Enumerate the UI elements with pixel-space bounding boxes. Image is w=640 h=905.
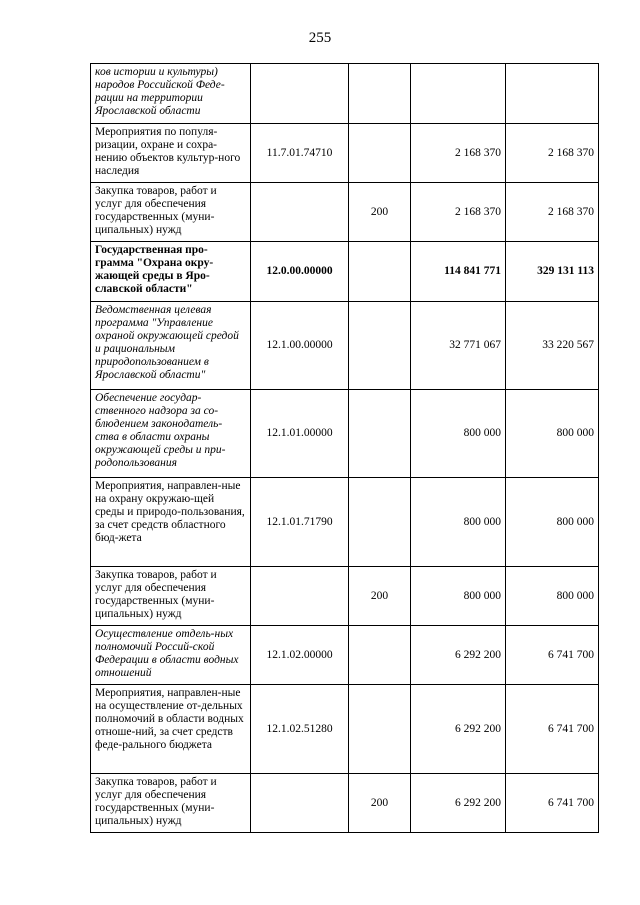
budget-table	[90, 63, 599, 833]
target-code-cell: 12.1.01.00000	[251, 390, 349, 478]
table-row	[91, 567, 599, 626]
row-name-cell: Обеспечение государ-ственного надзора за со-блюдением законодатель-ства в области охраны окружающей среды и при-родопользования	[91, 390, 251, 478]
expense-type-cell	[349, 64, 411, 124]
table-row	[91, 124, 599, 183]
expense-type-cell	[349, 242, 411, 302]
amount-year2-cell	[506, 64, 599, 124]
amount-year2-cell: 6 741 700	[506, 626, 599, 685]
amount-year2-cell: 6 741 700	[506, 774, 599, 833]
row-name-cell: Мероприятия по популя-ризации, охране и сохра-нению объектов культур-ного наследия	[91, 124, 251, 183]
expense-type-cell: 200	[349, 774, 411, 833]
target-code-cell	[251, 64, 349, 124]
amount-year2-cell: 6 741 700	[506, 685, 599, 774]
table-row	[91, 183, 599, 242]
row-name-cell: Мероприятия, направлен-ные на осуществление от-дельных полномочий в области водных отноше-ний, за счет средств феде-рального бюджета	[91, 685, 251, 774]
table-row	[91, 478, 599, 567]
amount-year1-cell: 32 771 067	[411, 302, 506, 390]
amount-year1-cell: 800 000	[411, 567, 506, 626]
target-code-cell: 12.1.02.00000	[251, 626, 349, 685]
amount-year2-cell: 800 000	[506, 567, 599, 626]
expense-type-cell: 200	[349, 183, 411, 242]
expense-type-cell	[349, 626, 411, 685]
target-code-cell: 12.1.00.00000	[251, 302, 349, 390]
expense-type-cell	[349, 124, 411, 183]
expense-type-cell	[349, 390, 411, 478]
table-row	[91, 302, 599, 390]
amount-year2-cell: 2 168 370	[506, 124, 599, 183]
table-row	[91, 242, 599, 302]
amount-year1-cell	[411, 64, 506, 124]
table-row	[91, 685, 599, 774]
amount-year1-cell: 2 168 370	[411, 124, 506, 183]
amount-year1-cell: 800 000	[411, 390, 506, 478]
row-name-cell: Закупка товаров, работ и услуг для обеспечения государственных (муни-ципальных) нужд	[91, 183, 251, 242]
target-code-cell: 11.7.01.74710	[251, 124, 349, 183]
table-row	[91, 64, 599, 124]
amount-year1-cell: 6 292 200	[411, 626, 506, 685]
amount-year1-cell: 114 841 771	[411, 242, 506, 302]
target-code-cell	[251, 774, 349, 833]
row-name-cell: ков истории и культуры) народов Российской Феде-рации на территории Ярославской области	[91, 64, 251, 124]
row-name-cell: Ведомственная целевая программа "Управление охраной окружающей средой и рациональным природопользованием в Ярославской области"	[91, 302, 251, 390]
amount-year1-cell: 6 292 200	[411, 774, 506, 833]
amount-year2-cell: 800 000	[506, 478, 599, 567]
expense-type-cell	[349, 685, 411, 774]
row-name-cell: Закупка товаров, работ и услуг для обеспечения государственных (муни-ципальных) нужд	[91, 774, 251, 833]
target-code-cell: 12.1.01.71790	[251, 478, 349, 567]
budget-table-body	[91, 64, 599, 833]
amount-year2-cell: 2 168 370	[506, 183, 599, 242]
table-row	[91, 390, 599, 478]
row-name-cell: Закупка товаров, работ и услуг для обеспечения государственных (муни-ципальных) нужд	[91, 567, 251, 626]
table-row	[91, 774, 599, 833]
amount-year1-cell: 6 292 200	[411, 685, 506, 774]
amount-year1-cell: 2 168 370	[411, 183, 506, 242]
target-code-cell: 12.1.02.51280	[251, 685, 349, 774]
amount-year2-cell: 800 000	[506, 390, 599, 478]
amount-year2-cell: 33 220 567	[506, 302, 599, 390]
expense-type-cell: 200	[349, 567, 411, 626]
table-row	[91, 626, 599, 685]
page-number: 255	[308, 30, 332, 46]
target-code-cell: 12.0.00.00000	[251, 242, 349, 302]
row-name-cell: Осуществление отдель-ных полномочий Россий-ской Федерации в области водных отношений	[91, 626, 251, 685]
row-name-cell: Государственная про-грамма "Охрана окру-жающей среды в Яро-славской области"	[91, 242, 251, 302]
target-code-cell	[251, 183, 349, 242]
expense-type-cell	[349, 478, 411, 567]
expense-type-cell	[349, 302, 411, 390]
amount-year1-cell: 800 000	[411, 478, 506, 567]
row-name-cell: Мероприятия, направлен-ные на охрану окружаю-щей среды и природо-пользования, за счет средств областного бюд-жета	[91, 478, 251, 567]
target-code-cell	[251, 567, 349, 626]
amount-year2-cell: 329 131 113	[506, 242, 599, 302]
